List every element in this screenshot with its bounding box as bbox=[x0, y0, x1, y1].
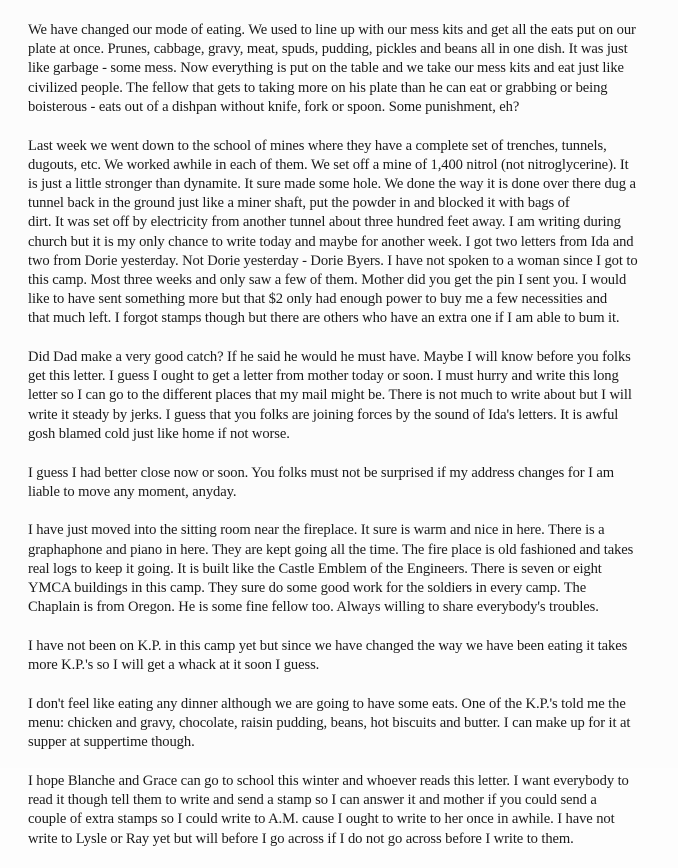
text-line: graphaphone and piano in here. They are kept going all the time. The fire place is old fashioned and takes bbox=[28, 541, 634, 558]
text-line: more K.P.'s so I will get a whack at it soon I guess. bbox=[28, 657, 320, 674]
text-line: We have changed our mode of eating. We used to line up with our mess kits and get all the eats put on our bbox=[28, 22, 636, 38]
text-line: supper at suppertime though. bbox=[28, 734, 195, 751]
text-line: liable to move any moment, anyday. bbox=[28, 483, 237, 500]
text-line: plate at once. Prunes, cabbage, gravy, meat, spuds, pudding, pickles and beans all in one dish. It was just bbox=[28, 41, 628, 58]
paragraph-dinner-menu bbox=[28, 695, 668, 753]
text-line: boisterous - eats out of a dishpan without knife, fork or spoon. Some punishment, eh? bbox=[28, 98, 520, 115]
text-line: dirt. It was set off by electricity from another tunnel about three hundred feet away. I am writing during bbox=[28, 214, 621, 231]
paragraph-kp bbox=[28, 637, 668, 675]
text-line: this camp. Most three weeks and only saw a few of them. Mother did you get the pin I sent you. I would bbox=[28, 271, 627, 288]
text-line: I have not been on K.P. in this camp yet but since we have changed the way we have been eating it takes bbox=[28, 637, 628, 654]
text-line: I hope Blanche and Grace can go to school this winter and whoever reads this letter. I want everybody to bbox=[28, 773, 629, 789]
text-line: like to have sent something more but that $2 only had enough power to buy me a few necessities and bbox=[28, 291, 608, 308]
text-line: read it though tell them to write and send a stamp so I can answer it and mother if you could send a bbox=[28, 792, 597, 809]
text-line: dugouts, etc. We worked awhile in each of them. We set off a mine of 1,400 nitrol (not nitroglycerine). It bbox=[28, 156, 629, 173]
text-line: like garbage - some mess. Now everything is put on the table and we take our mess kits and eat just like bbox=[28, 60, 624, 77]
text-line: write it steady by jerks. I guess that you folks are joining forces by the sound of Ida's letters. It is awful bbox=[28, 406, 619, 423]
text-line: Did Dad make a very good catch? If he said he would he must have. Maybe I will know before you folks bbox=[28, 349, 631, 366]
text-line: real logs to keep it going. It is built like the Castle Emblem of the Engineers. There is seven or eight bbox=[28, 560, 602, 577]
paragraph-sitting-room bbox=[28, 521, 668, 617]
text-line: that much left. I forgot stamps though but there are others who have an extra one if I am able to bum it. bbox=[28, 310, 620, 327]
text-line: civilized people. The fellow that gets to taking more on his plate than he can eat or grabbing or being bbox=[28, 79, 608, 96]
text-line: write to Lysle or Ray yet but will before I go across if I do not go across before I write to them. bbox=[28, 830, 574, 847]
text-line: Chaplain is from Oregon. He is some fine fellow too. Always willing to share everybody's troubles. bbox=[28, 599, 599, 616]
paragraph-blanche-grace bbox=[28, 772, 668, 849]
text-line: I guess I had better close now or soon. You folks must not be surprised if my address changes for I am bbox=[28, 464, 615, 481]
text-line: menu: chicken and gravy, chocolate, raisin pudding, beans, hot biscuits and butter. I can make up for it at bbox=[28, 715, 631, 732]
paragraph-mess-kits bbox=[28, 21, 668, 117]
text-line: Last week we went down to the school of mines where they have a complete set of trenches, tunnels, bbox=[28, 137, 607, 154]
text-line: is just a little stronger than dynamite. It sure made some hole. We done the way it is done over there dug a bbox=[28, 175, 636, 192]
text-line: couple of extra stamps so I could write to A.M. cause I ought to write to her once in awhile. I have not bbox=[28, 811, 615, 828]
text-line: gosh blamed cold just like home if not worse. bbox=[28, 425, 290, 442]
paragraph-school-of-mines bbox=[28, 137, 668, 329]
text-line: tunnel back in the ground just like a miner shaft, put the powder in and blocked it with bags of bbox=[28, 195, 570, 212]
letter-page bbox=[28, 21, 668, 868]
text-line: letter so I can go to the different places that my mail might be. There is not much to write about but I will bbox=[28, 387, 632, 404]
text-line: church but it is my only chance to write today and maybe for another week. I got two letters from Ida and bbox=[28, 233, 634, 250]
text-line: YMCA buildings in this camp. They sure do some good work for the soldiers in every camp. The bbox=[28, 580, 587, 597]
text-line: two from Dorie yesterday. Not Dorie yesterday - Dorie Byers. I have not spoken to a woman since I got to bbox=[28, 252, 638, 269]
text-line: I have just moved into the sitting room near the fireplace. It sure is warm and nice in here. There is a bbox=[28, 522, 605, 539]
paragraph-dad-catch bbox=[28, 348, 668, 444]
text-line: I don't feel like eating any dinner although we are going to have some eats. One of the K.P.'s told me the bbox=[28, 695, 626, 712]
paragraph-close-soon bbox=[28, 464, 668, 502]
text-line: get this letter. I guess I ought to get a letter from mother today or soon. I must hurry and write this long bbox=[28, 368, 619, 385]
